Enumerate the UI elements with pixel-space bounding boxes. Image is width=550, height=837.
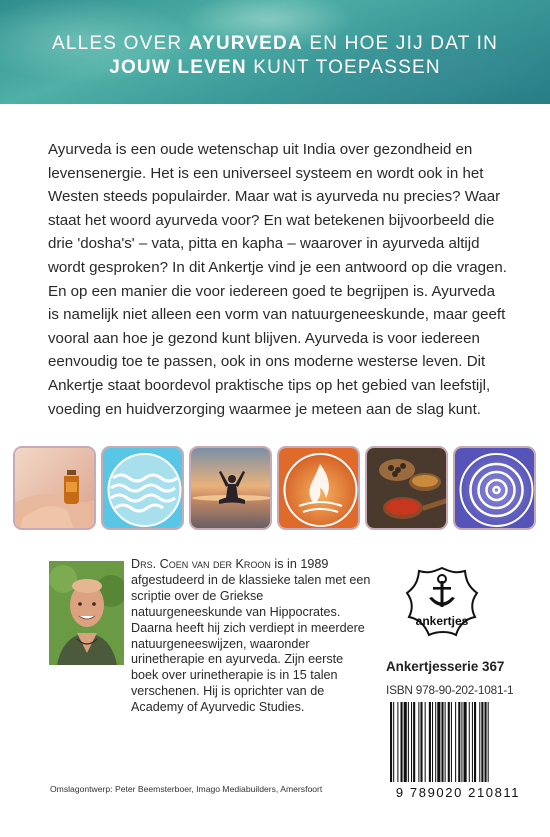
cover-design-credit: Omslagontwerp: Peter Beemsterboer, Imago Mediabuilders, Amersfoort	[50, 784, 323, 794]
fire-icon	[277, 446, 360, 530]
author-bio	[131, 557, 371, 716]
banner-line-1: ALLES OVER AYURVEDA EN HOE JIJ DAT IN	[52, 33, 498, 54]
author-name: Drs. Coen van der Kroon	[131, 557, 271, 571]
water-waves-icon	[101, 446, 184, 530]
author-photo	[49, 561, 124, 665]
series-number: Ankertjesserie 367	[386, 659, 505, 674]
isbn: ISBN 978-90-202-1081-1	[386, 683, 514, 697]
author-bio-text: is in 1989 afgestudeerd in de klassieke talen met een scriptie over de Griekse natuurgeneeskunde van Hippocrates. Daarna heeft hij zich verdiept in meerdere natuurgeneeswijzen, waaronder urinetherapie en ayurveda. Zijn eerste boek over urinetherapie is in 15 talen verschenen. Hij is oprichter van de Academy of Ayurvedic Studies.	[131, 557, 371, 715]
air-spiral-icon	[453, 446, 536, 530]
spices-spoons-photo	[365, 446, 448, 530]
ankertjes-logo	[401, 565, 483, 639]
logo-text: ankertjes	[415, 614, 469, 628]
barcode-number: 9 789020 210811	[395, 785, 521, 800]
meditation-silhouette-photo	[189, 446, 272, 530]
banner-line-2: JOUW LEVEN KUNT TOEPASSEN	[109, 57, 441, 78]
header-banner	[0, 0, 550, 104]
photo-strip	[13, 446, 537, 530]
massage-oil-photo	[13, 446, 96, 530]
back-cover-blurb: Ayurveda is een oude wetenschap uit India over gezondheid en levensenergie. Het is een universeel systeem en wordt ook in het Westen steeds populairder. Maar wat is ayurveda nu precies? Waar staat het woord ayurveda voor? En wat betekenen bijvoorbeeld die drie 'dosha's' – vata, pitta en kapha – waarover in ayurveda altijd wordt gesproken? In dit Ankertje vind je een antwoord op die vragen. En op een manier die voor iedereen goed te begrijpen is. Ayurveda is namelijk niet alleen een vorm van natuurgeneeskunde, maar geeft vooral aan hoe je gezond kunt blijven. Ayurveda is voor iedereen eenvoudig toe te passen, ook in ons moderne westerse leven. Dit Ankertje staat boordevol praktische tips op het gebied van leefstijl, voeding en huidverzorging waarmee je meteen aan de slag kunt.	[48, 141, 507, 418]
barcode	[386, 700, 524, 786]
